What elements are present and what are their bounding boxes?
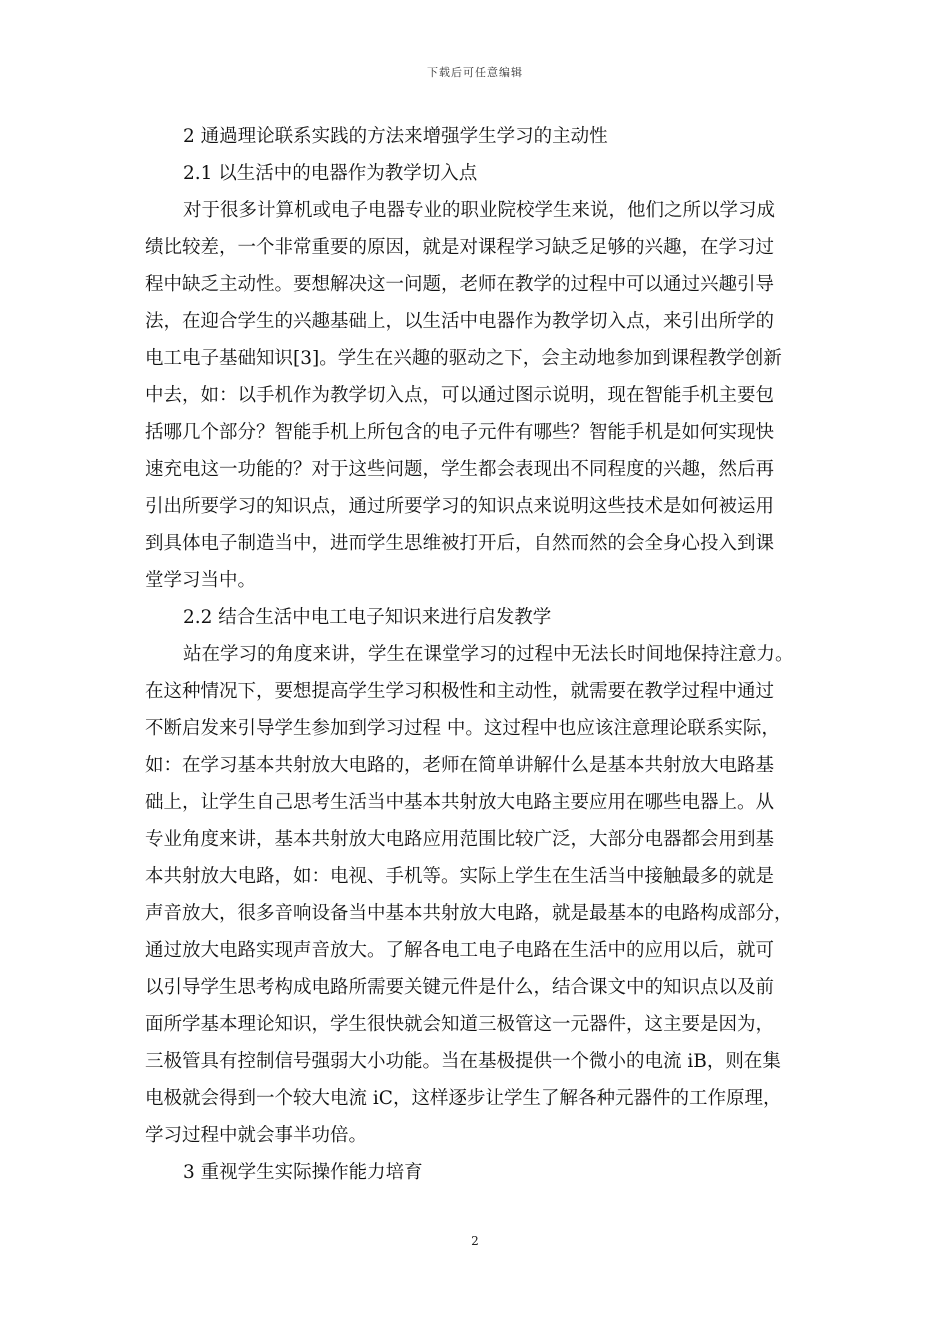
- paragraph-line: 绩比较差，一个非常重要的原因，就是对课程学习缺乏足够的兴趣，在学习过: [145, 237, 775, 258]
- paragraph-line: 如：在学习基本共射放大电路的，老师在简单讲解什么是基本共射放大电路基: [145, 755, 775, 776]
- page-number: 2: [471, 1234, 479, 1248]
- paragraph-line: 电工电子基础知识[3]。学生在兴趣的驱动之下，会主动地参加到课程教学创新: [145, 348, 782, 369]
- section-2-heading: 2 通過理论联系实践的方法来增强学生学习的主动性: [183, 126, 608, 147]
- section-2-1-heading: 2.1 以生活中的电器作为教学切入点: [183, 163, 478, 184]
- paragraph-line: 通过放大电路实现声音放大。了解各电工电子电路在生活中的应用以后，就可: [145, 940, 775, 961]
- paragraph-line: 三极管具有控制信号强弱大小功能。当在基极提供一个微小的电流 iB，则在集: [145, 1051, 781, 1072]
- paragraph-line: 法，在迎合学生的兴趣基础上，以生活中电器作为教学切入点，来引出所学的: [145, 311, 775, 332]
- paragraph-line: 不断启发来引导学生参加到学习过程 中。这过程中也应该注意理论联系实际，: [145, 718, 780, 739]
- paragraph-line: 在这种情况下，要想提高学生学习积极性和主动性，就需要在教学过程中通过: [145, 681, 775, 702]
- paragraph-line: 电极就会得到一个较大电流 iC，这样逐步让学生了解各种元器件的工作原理，: [145, 1088, 782, 1109]
- paragraph-line: 学习过程中就会事半功倍。: [145, 1125, 368, 1146]
- paragraph-interest-entry-point: [145, 192, 810, 599]
- paragraph-line: 速充电这一功能的？对于这些问题，学生都会表现出不同程度的兴趣，然后再: [145, 459, 775, 480]
- paragraph-line: 对于很多计算机或电子电器专业的职业院校学生来说，他们之所以学习成: [183, 200, 776, 221]
- paragraph-line: 声音放大，很多音响设备当中基本共射放大电路，就是最基本的电路构成部分，: [145, 903, 793, 924]
- document-body: [145, 118, 810, 1191]
- paragraph-line: 程中缺乏主动性。要想解决这一问题，老师在教学的过程中可以通过兴趣引导: [145, 274, 775, 295]
- paragraph-line: 以引导学生思考构成电路所需要关键元件是什么，结合课文中的知识点以及前: [145, 977, 775, 998]
- paragraph-line: 本共射放大电路，如：电视、手机等。实际上学生在生活当中接触最多的就是: [145, 866, 775, 887]
- paragraph-line: 到具体电子制造当中，进而学生思维被打开后，自然而然的会全身心投入到课: [145, 533, 775, 554]
- paragraph-line: 引出所要学习的知识点，通过所要学习的知识点来说明这些技术是如何被运用: [145, 496, 775, 517]
- paragraph-line: 站在学习的角度来讲，学生在课堂学习的过程中无法长时间地保持注意力。: [183, 644, 794, 665]
- paragraph-line: 堂学习当中。: [145, 570, 257, 591]
- paragraph-line: 中去，如：以手机作为教学切入点，可以通过图示说明，现在智能手机主要包: [145, 385, 775, 406]
- paragraph-line: 面所学基本理论知识，学生很快就会知道三极管这一元器件，这主要是因为，: [145, 1014, 775, 1035]
- paragraph-inspired-teaching: [145, 636, 810, 1154]
- header-note: 下载后可任意编辑: [427, 66, 523, 79]
- paragraph-line: 专业角度来讲，基本共射放大电路应用范围比较广泛，大部分电器都会用到基: [145, 829, 775, 850]
- paragraph-line: 础上，让学生自己思考生活当中基本共射放大电路主要应用在哪些电器上。从: [145, 792, 775, 813]
- section-2-2-heading: 2.2 结合生活中电工电子知识来进行启发教学: [183, 607, 552, 628]
- paragraph-line: 括哪几个部分？智能手机上所包含的电子元件有哪些？智能手机是如何实现快: [145, 422, 775, 443]
- section-3-heading: 3 重视学生实际操作能力培育: [183, 1162, 423, 1183]
